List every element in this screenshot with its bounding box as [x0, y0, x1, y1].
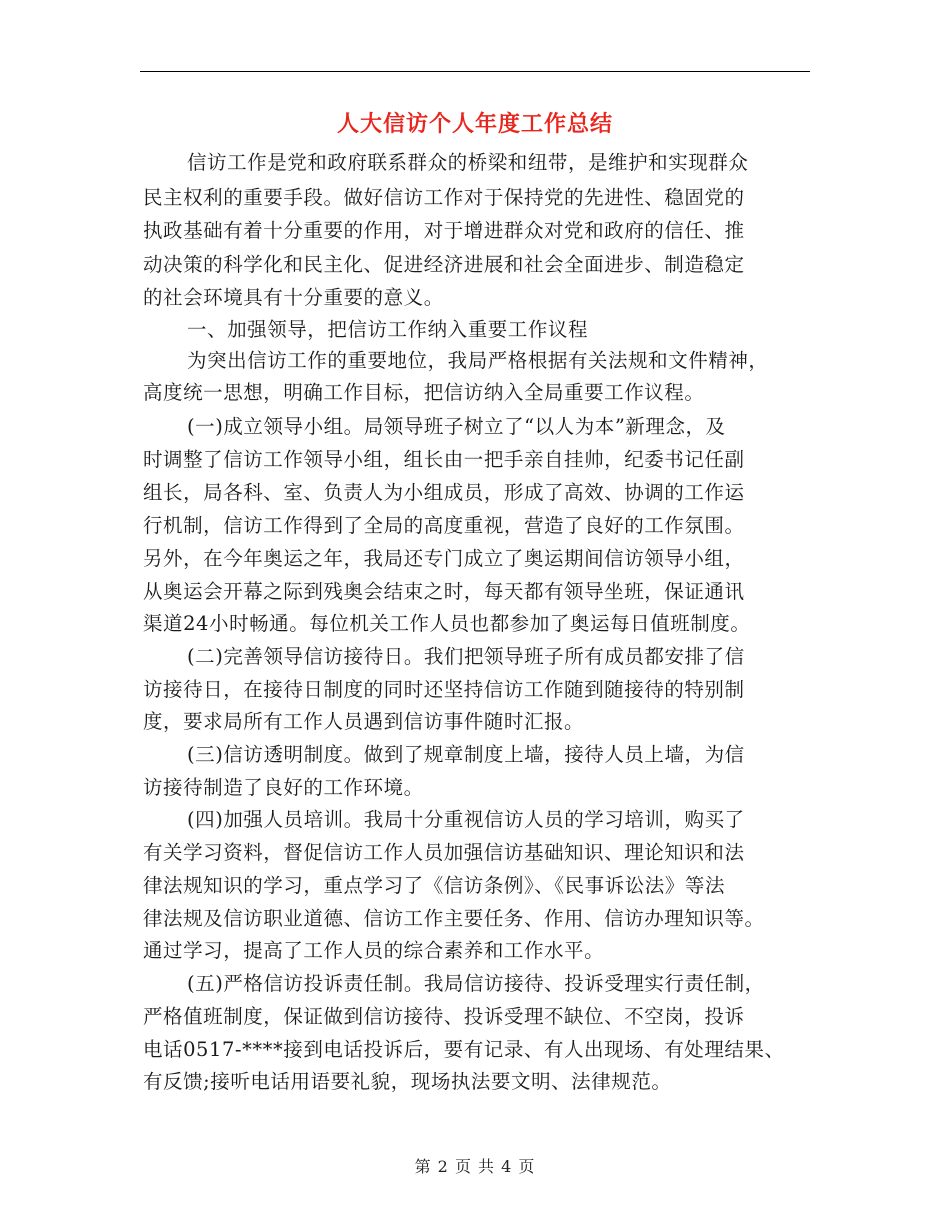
body-line: 的社会环境具有十分重要的意义。 [143, 286, 444, 309]
body-line: 访接待日，在接待日制度的同时还坚持信访工作随到随接待的特别制 [143, 678, 745, 701]
body-line: 从奥运会开幕之际到残奥会结束之时，每天都有领导坐班，保证通讯 [143, 580, 745, 603]
body-line: 通过学习，提高了工作人员的综合素养和工作水平。 [143, 939, 605, 962]
body-line: 严格值班制度，保证做到信访接待、投诉受理不缺位、不空岗，投诉 [143, 1005, 745, 1028]
body-line: 动决策的科学化和民主化、促进经济进展和社会全面进步、制造稳定 [143, 253, 745, 276]
page-number-footer: 第 2 页 共 4 页 [414, 1157, 536, 1176]
body-line: 渠道24小时畅通。每位机关工作人员也都参加了奥运每日值班制度。 [143, 612, 751, 635]
body-line: 高度统一思想，明确工作目标，把信访纳入全局重要工作议程。 [143, 381, 705, 404]
body-line: 组长，局各科、室、负责人为小组成员，形成了高效、协调的工作运 [143, 481, 745, 504]
body-line: 律法规知识的学习，重点学习了《信访条例》、《民事诉讼法》等法 [143, 874, 726, 897]
body-line: 时调整了信访工作领导小组，组长由一把手亲自挂帅，纪委书记任副 [143, 448, 745, 471]
section-heading: 一、加强领导，把信访工作纳入重要工作议程 [187, 318, 589, 341]
body-line: 执政基础有着十分重要的作用，对于增进群众对党和政府的信任、推 [143, 219, 745, 242]
body-line: (五)严格信访投诉责任制。我局信访接待、投诉受理实行责任制， [187, 972, 765, 995]
document-title: 人大信访个人年度工作总结 [336, 111, 613, 137]
body-line: 为突出信访工作的重要地位，我局严格根据有关法规和文件精神， [187, 349, 769, 372]
body-line: (四)加强人员培训。我局十分重视信访人员的学习培训，购买了 [187, 808, 745, 831]
body-line: 有反馈;接听电话用语要礼貌，现场执法要文明、法律规范。 [143, 1070, 672, 1093]
header-rule [140, 71, 810, 72]
body-line: 信访工作是党和政府联系群众的桥梁和纽带，是维护和实现群众 [187, 151, 749, 174]
body-line: 度，要求局所有工作人员遇到信访事件随时汇报。 [143, 710, 585, 733]
body-line: 行机制，信访工作得到了全局的高度重视，营造了良好的工作氛围。 [143, 514, 745, 537]
body-line: 电话0517-****接到电话投诉后，要有记录、有人出现场、有处理结果、 [143, 1038, 785, 1061]
body-line: 有关学习资料，督促信访工作人员加强信访基础知识、理论知识和法 [143, 841, 745, 864]
body-line: (三)信访透明制度。做到了规章制度上墙，接待人员上墙，为信 [187, 743, 745, 766]
body-line: 另外，在今年奥运之年，我局还专门成立了奥运期间信访领导小组， [143, 547, 745, 570]
body-line: 律法规及信访职业道德、信访工作主要任务、作用、信访办理知识等。 [143, 907, 765, 930]
body-line: 访接待制造了良好的工作环境。 [143, 776, 424, 799]
body-line: (二)完善领导信访接待日。我们把领导班子所有成员都安排了信 [187, 645, 745, 668]
body-line: 民主权利的重要手段。做好信访工作对于保持党的先进性、稳固党的 [143, 186, 745, 209]
body-line: (一)成立领导小组。局领导班子树立了“以人为本”新理念，及 [187, 415, 726, 438]
